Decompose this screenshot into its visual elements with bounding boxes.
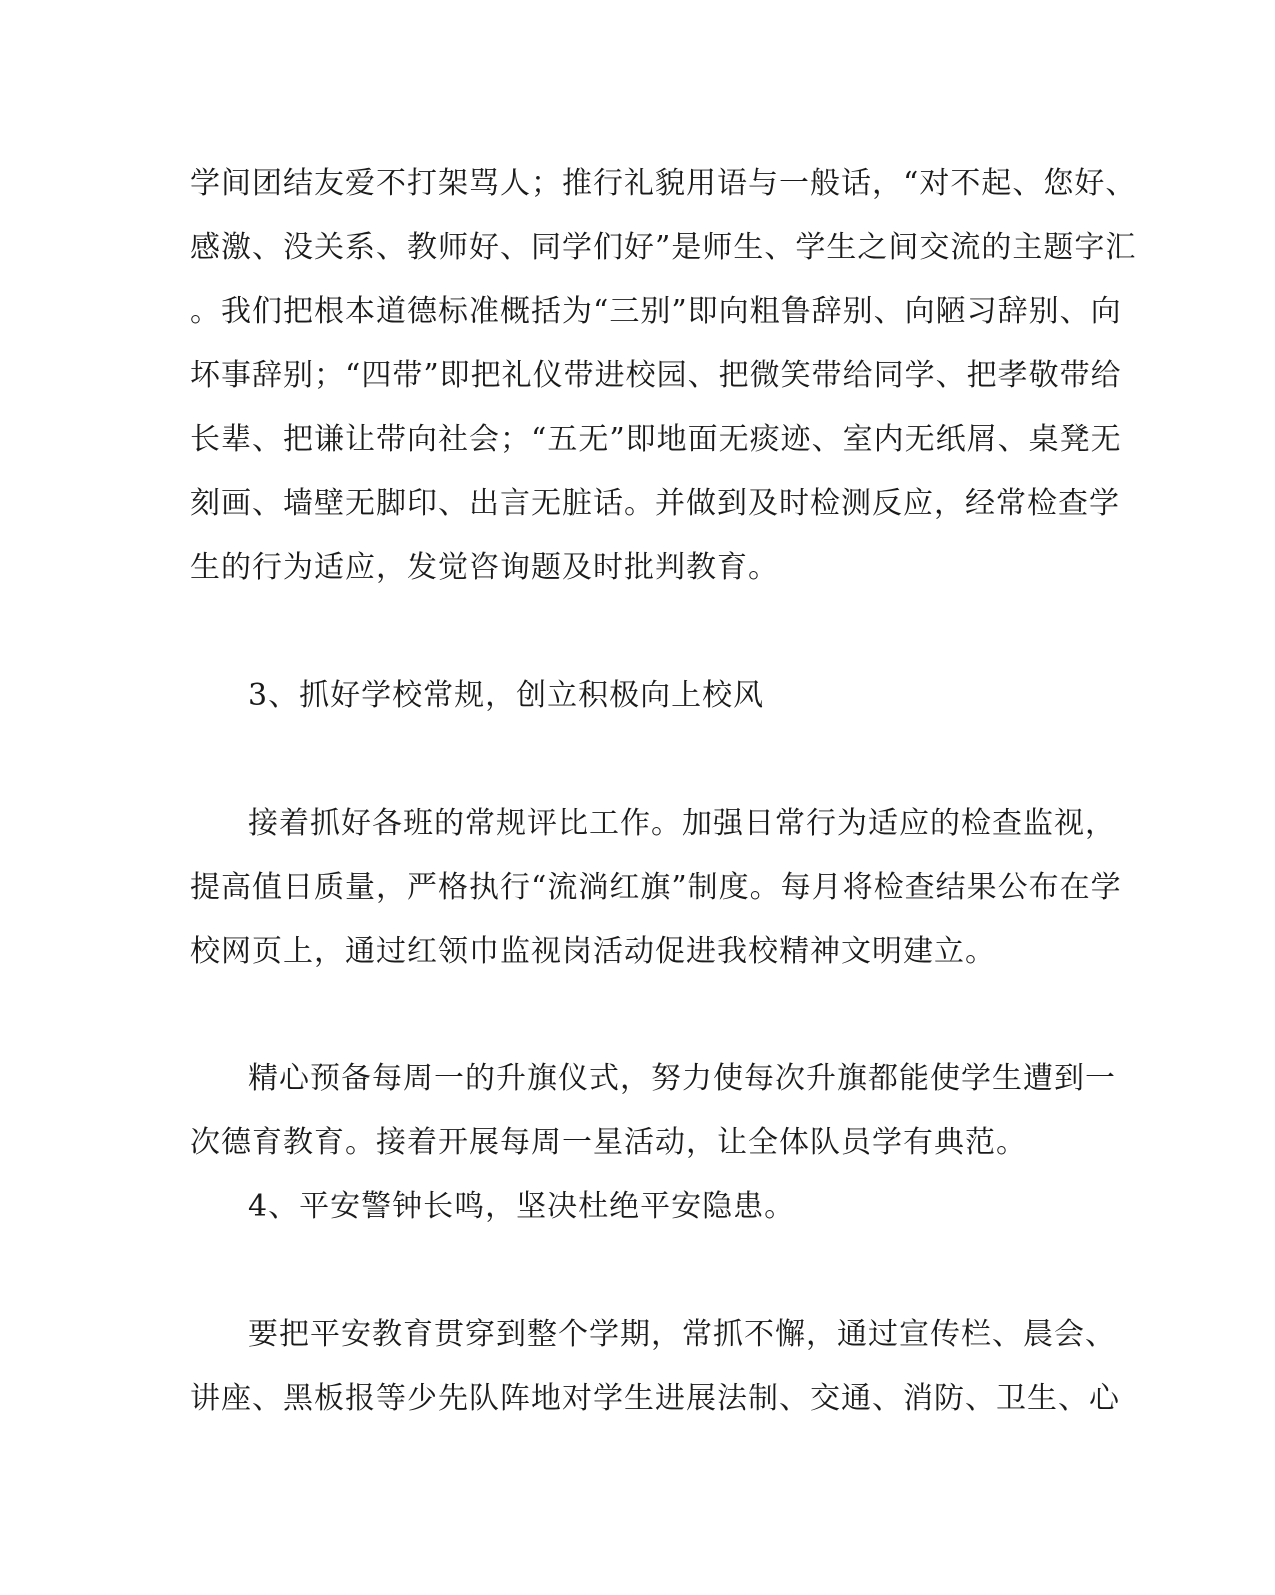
text-line: 接着抓好各班的常规评比工作。加强日常行为适应的检查监视， xyxy=(248,806,1116,841)
section-heading: 3、抓好学校常规，创立积极向上校风 xyxy=(248,678,765,713)
text-line: 要把平安教育贯穿到整个学期，常抓不懈，通过宣传栏、晨会、 xyxy=(248,1317,1116,1352)
text-line: 长辈、把谦让带向社会；“五无”即地面无痰迹、室内无纸屑、桌凳无 xyxy=(190,422,1122,457)
section-heading: 4、平安警钟长鸣，坚决杜绝平安隐患。 xyxy=(248,1189,796,1224)
text-line: 学间团结友爱不打架骂人；推行礼貌用语与一般话，“对不起、您好、 xyxy=(190,166,1137,201)
text-line: 坏事辞别；“四带”即把礼仪带进校园、把微笑带给同学、把孝敬带给 xyxy=(190,358,1122,393)
text-line: 提高值日质量，严格执行“流淌红旗”制度。每月将检查结果公布在学 xyxy=(190,870,1122,905)
text-line: 感激、没关系、教师好、同学们好”是师生、学生之间交流的主题字汇 xyxy=(190,230,1137,265)
text-line: 生的行为适应，发觉咨询题及时批判教育。 xyxy=(190,550,779,585)
text-line: 。我们把根本道德标准概括为“三别”即向粗鲁辞别、向陋习辞别、向 xyxy=(190,294,1122,329)
text-line: 讲座、黑板报等少先队阵地对学生进展法制、交通、消防、卫生、心 xyxy=(190,1381,1120,1416)
text-line: 次德育教育。接着开展每周一星活动，让全体队员学有典范。 xyxy=(190,1125,1027,1160)
text-line: 校网页上，通过红领巾监视岗活动促进我校精神文明建立。 xyxy=(190,934,996,969)
text-line: 刻画、墙壁无脚印、出言无脏话。并做到及时检测反应，经常检查学 xyxy=(190,486,1120,521)
text-line: 精心预备每周一的升旗仪式，努力使每次升旗都能使学生遭到一 xyxy=(248,1061,1116,1096)
